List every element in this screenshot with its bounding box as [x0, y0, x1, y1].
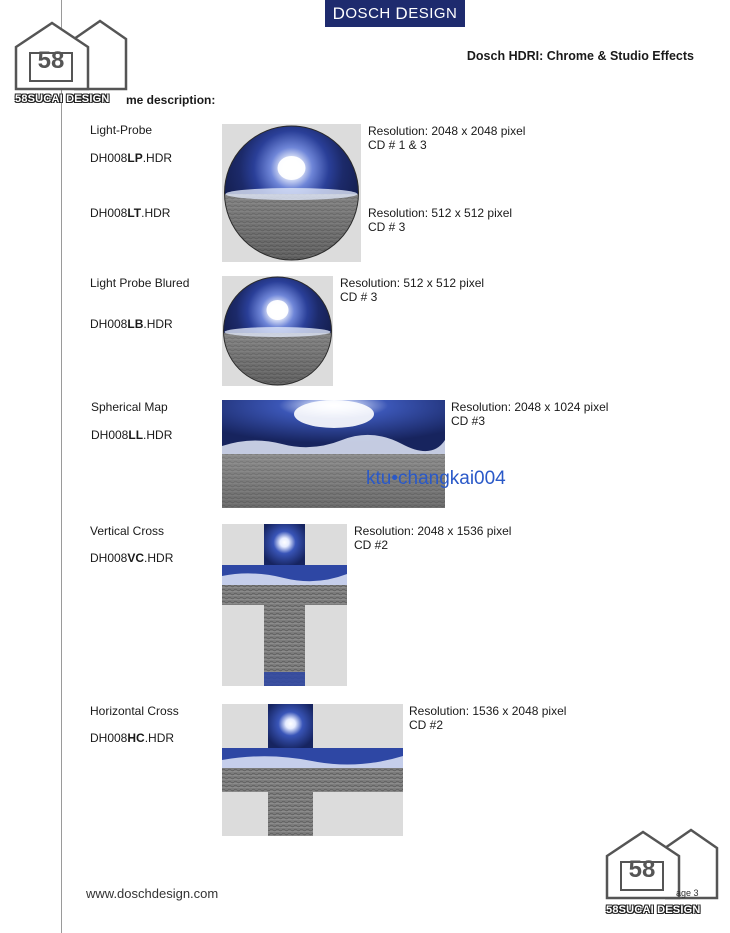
logo-text: 58SUCAI DESIGN: [606, 904, 701, 916]
cd-text: CD #3: [451, 414, 486, 428]
file-prefix: DH008: [90, 151, 128, 165]
logo-number: 58: [37, 47, 65, 74]
file-suffix: .HDR: [144, 551, 174, 565]
item-label-horizontal-cross: Horizontal Cross: [90, 704, 179, 718]
watermark-link-text: ktu•changkai004: [366, 468, 506, 489]
resolution-note-vc: [354, 524, 511, 552]
item-label-light-probe-blured: Light Probe Blured: [90, 276, 190, 290]
resolution-note-lb: [340, 276, 484, 304]
resolution-text: Resolution: 2048 x 1024 pixel: [451, 400, 609, 414]
file-prefix: DH008: [90, 731, 128, 745]
watermark-logo-bottom: [603, 826, 721, 921]
item-label-vertical-cross: Vertical Cross: [90, 524, 165, 538]
logo-number: 58: [628, 856, 656, 883]
file-code-lb: [90, 317, 173, 331]
file-suffix: .HDR: [143, 428, 173, 442]
resolution-text: Resolution: 2048 x 1536 pixel: [354, 524, 512, 538]
margin-rule: [61, 0, 62, 933]
resolution-text: Resolution: 2048 x 2048 pixel: [368, 124, 526, 138]
cd-text: CD # 3: [340, 290, 378, 304]
file-code-bold: VC: [127, 551, 145, 565]
file-code-vc: [90, 551, 173, 565]
file-code-lt: [90, 206, 170, 220]
resolution-text: Resolution: 1536 x 2048 pixel: [409, 704, 567, 718]
spherical-map-image: [222, 400, 445, 508]
file-code-lp: [90, 151, 172, 165]
file-suffix: .HDR: [144, 731, 175, 745]
brand-word-1: OSCH: [345, 5, 391, 22]
resolution-note-hc: [409, 704, 566, 732]
file-prefix: DH008: [90, 317, 128, 331]
cd-text: CD #2: [409, 718, 444, 732]
light-probe-image: [222, 124, 361, 262]
resolution-note-lp: [368, 124, 525, 152]
resolution-note-lt: [368, 206, 512, 234]
file-code-bold: LP: [127, 151, 143, 165]
file-code-hc: [90, 731, 174, 745]
brand-initial-1: D: [332, 3, 346, 23]
logo-text: 58SUCAI DESIGN: [15, 93, 110, 105]
file-code-bold: LB: [127, 317, 144, 331]
brand-initial-2: D: [395, 3, 409, 23]
file-prefix: DH008: [90, 206, 128, 220]
cd-text: CD #2: [354, 538, 389, 552]
cd-text: CD # 1 & 3: [368, 138, 427, 152]
resolution-note-ll: [451, 400, 608, 428]
page-number: age 3: [676, 888, 699, 898]
watermark-logo-top: [12, 17, 130, 107]
file-prefix: DH008: [90, 551, 128, 565]
file-code-bold: LT: [127, 206, 142, 220]
cd-text: CD # 3: [368, 220, 406, 234]
item-label-light-probe: Light-Probe: [90, 123, 153, 137]
horizontal-cross-image: [222, 704, 403, 836]
section-label: me description:: [126, 93, 216, 107]
brand-banner: [325, 0, 465, 27]
file-code-bold: HC: [127, 731, 145, 745]
file-suffix: .HDR: [142, 151, 173, 165]
resolution-text: Resolution: 512 x 512 pixel: [368, 206, 513, 220]
file-suffix: .HDR: [141, 206, 171, 220]
file-code-bold: LL: [128, 428, 144, 442]
footer-url[interactable]: www.doschdesign.com: [86, 886, 219, 901]
brand-word-2: ESIGN: [408, 5, 458, 22]
light-probe-blured-image: [222, 276, 333, 386]
file-code-ll: [91, 428, 172, 442]
vertical-cross-image: [222, 524, 347, 686]
document-title: Dosch HDRI: Chrome & Studio Effects: [466, 49, 694, 63]
file-suffix: .HDR: [143, 317, 173, 331]
resolution-text: Resolution: 512 x 512 pixel: [340, 276, 485, 290]
file-prefix: DH008: [91, 428, 129, 442]
item-label-spherical-map: Spherical Map: [91, 400, 168, 414]
